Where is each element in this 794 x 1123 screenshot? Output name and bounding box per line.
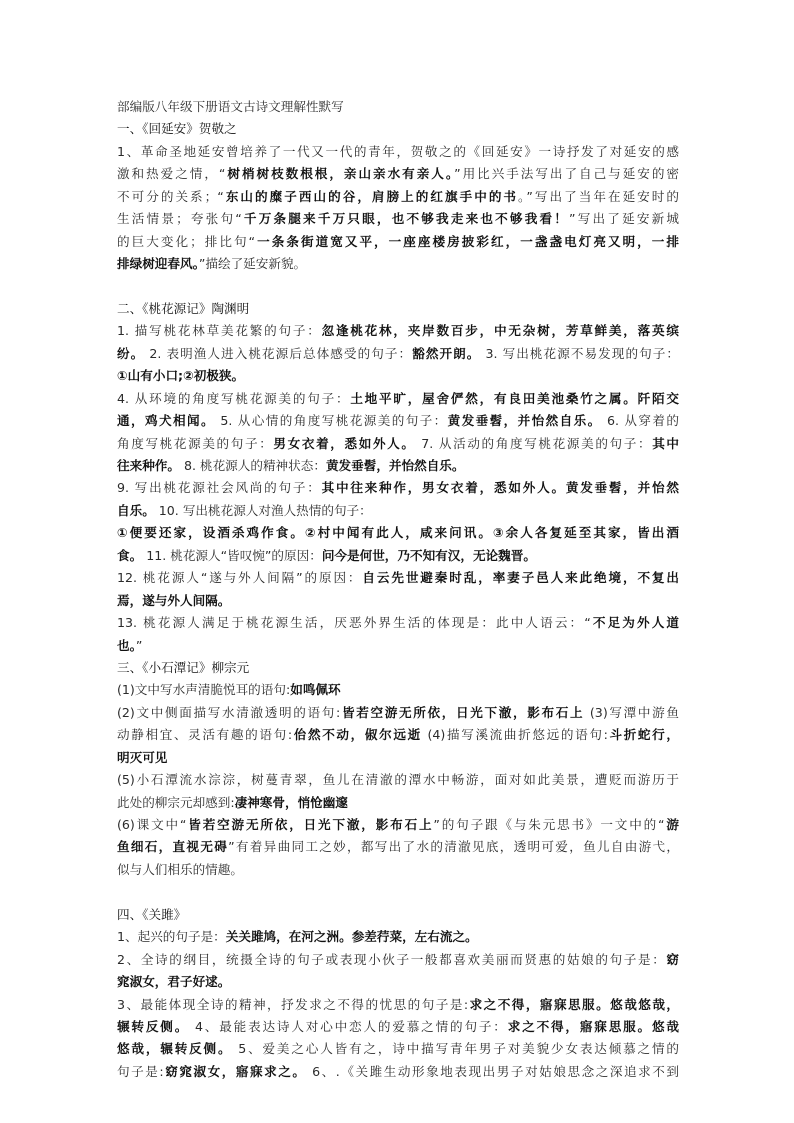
answer-text: 问今是何世，乃不知有汉，无论魏晋。 (321, 547, 536, 563)
answer-text: 窈窕淑女，寤寐求之。 (163, 1063, 307, 1079)
answer-text: 食。 (117, 547, 143, 563)
answer-text: 明灭可见 (117, 749, 168, 765)
text-line (117, 365, 679, 387)
text-line (117, 388, 679, 410)
text-line (117, 949, 679, 971)
prompt-text: ”用比兴手法写出了自己与延安的密 (454, 166, 679, 182)
prompt-text: 1、起兴的句子是： (117, 929, 226, 945)
text-line (117, 433, 679, 455)
prompt-text: (3)写潭中游鱼 (584, 704, 679, 720)
section-heading (117, 298, 679, 320)
text-line (117, 567, 679, 589)
text-line (117, 477, 679, 499)
text-line (117, 971, 679, 993)
prompt-text: (4)描写溪流曲折悠远的语句: (421, 727, 608, 743)
text-line (117, 994, 679, 1016)
text-line (117, 522, 679, 544)
text-line (117, 455, 679, 477)
prompt-text: 动静相宜、灵活有趣的语句: (117, 727, 293, 743)
answer-text: 男女衣着，悉如外人。 (273, 435, 416, 451)
prompt-text: 激和热爱之情，“ (117, 166, 226, 182)
prompt-text: ”有着异曲同工之妙，都写出了水的清澈见底，透明可爱，鱼儿自由游弋， (228, 839, 679, 855)
prompt-text: 3. 写出桃花源不易发现的句子： (480, 345, 679, 361)
text-line (117, 926, 679, 948)
answer-text: 凄神寒骨，悄怆幽邃 (234, 794, 348, 810)
answer-text: 自乐。 (117, 502, 155, 518)
text-line (117, 186, 679, 208)
answer-text: 树梢树枝数根根，亲山亲水有亲人。 (225, 166, 455, 182)
text-line (117, 1038, 679, 1060)
answer-text: 豁然开朗。 (412, 345, 481, 361)
prompt-text: ”写出了延安新城 (569, 211, 679, 227)
prompt-text: 句子是: (117, 1063, 164, 1079)
answer-text: 鱼细石，直视无碍 (117, 839, 229, 855)
prompt-text: 的巨大变化；排比句“ (117, 233, 256, 249)
text-line (117, 320, 679, 342)
answer-text: 辗转反侧。 (117, 1018, 190, 1034)
prompt-text: 角度写桃花源美的句子： (117, 435, 274, 451)
answer-text: 皆若空游无所依，日光下澈，影布石上 (186, 817, 434, 832)
prompt-text: 4、最能表达诗人对心中恋人的爱慕之情的句子： (189, 1018, 508, 1034)
prompt-text: (1)文中写水声清脆悦耳的语句: (117, 682, 291, 698)
text-line (117, 343, 679, 365)
text-line (117, 724, 679, 746)
prompt-text: 7. 从活动的角度写桃花源美的句子： (415, 435, 653, 451)
answer-text: 悠哉，辗转反侧。 (117, 1041, 233, 1057)
prompt-text: 此处的柳宗元却感到: (117, 794, 235, 810)
answer-text: 游 (664, 817, 679, 832)
text-line (117, 1061, 679, 1083)
prompt-text: 6. 从穿着的 (601, 413, 679, 429)
answer-text: 佁然不动，俶尔远逝 (292, 727, 422, 743)
prompt-text: 10. 写出桃花源人对渔人热情的句子： (154, 502, 372, 518)
answer-text: 焉，遂与外人间隔。 (117, 592, 231, 608)
prompt-text: 5. 从心情的角度写桃花源美的句子： (214, 413, 448, 429)
text-line (117, 747, 679, 769)
prompt-text: 二、《桃花源记》陶渊明 (117, 300, 250, 316)
text-line (117, 769, 679, 791)
text-line (117, 208, 679, 230)
prompt-text: 四、《关雎》 (117, 906, 187, 922)
section-heading (117, 904, 679, 926)
answer-text: 其中往来种作，男女衣着，悉如外人。黄发垂髫，并怡然 (321, 480, 679, 496)
answer-text: ①便要还家，设酒杀鸡作食。②村中闻有此人，咸来问讯。③余人各复延至其家，皆出酒 (117, 525, 679, 541)
answer-text: 如鸣佩环 (290, 682, 341, 698)
prompt-text: 似与人们相乐的情趣。 (117, 861, 243, 877)
prompt-text: 5、爱美之心人皆有之，诗中描写青年男子对美貌少女表达倾慕之情的 (232, 1041, 679, 1057)
text-line (117, 231, 679, 253)
prompt-text: ”描绘了延安新貌。 (198, 256, 307, 272)
answer-text: 东山的糜子西山的谷，肩膀上的红旗手中的书 (223, 188, 519, 204)
text-line (117, 836, 679, 858)
answer-text: 黄发垂髫，并怡然自乐。 (325, 458, 465, 473)
text-line (117, 141, 679, 163)
prompt-text: 11. 桃花源人“皆叹惋”的原因： (142, 547, 322, 563)
document-body (117, 118, 679, 1083)
prompt-text: 1、革命圣地延安曾培养了一代又一代的青年，贺敬之的《回延安》一诗抒发了对延安的感 (117, 143, 679, 159)
text-line (117, 590, 679, 612)
text-line (117, 859, 679, 881)
answer-text: 排绿树迎春风。 (117, 256, 199, 272)
prompt-text: 8. 桃花源人的精神状态： (179, 458, 326, 473)
answer-text: 不足为外人道 (590, 615, 679, 631)
section-heading (117, 118, 679, 140)
prompt-text: 。”写出了当年在延安时的 (518, 188, 679, 204)
prompt-text: (2)文中侧面描写水清澈透明的语句: (117, 704, 341, 720)
answer-text: 一条条街道宽又平，一座座楼房披彩红，一盏盏电灯亮又明，一排 (255, 233, 679, 249)
prompt-text: 6、.《关雎生动形象地表现出男子对姑娘思念之深追求不到 (306, 1063, 679, 1079)
text-line (117, 792, 679, 814)
answer-text: 忽逢桃花林，夹岸数百步，中无杂树，芳草鲜美，落英缤 (321, 323, 679, 339)
answer-text: 其中 (652, 435, 679, 451)
answer-text: 通，鸡犬相闻。 (117, 413, 215, 429)
prompt-text: (5)小石潭流水淙淙，树蔓青翠，鱼儿在清澈的潭水中畅游，面对如此美景，遭贬而游历于 (117, 772, 679, 788)
answer-text: 求之不得，寤寐思服。悠哉悠哉， (468, 996, 679, 1012)
answer-text: 自云先世避秦时乱，率妻子邑人来此绝境，不复出 (362, 570, 679, 586)
answer-text: 窕淑女，君子好逑。 (117, 974, 231, 990)
answer-text: 关关雎鸠，在河之洲。参差荇菜，左右流之。 (225, 929, 478, 945)
text-line (117, 253, 679, 275)
text-line (117, 814, 679, 836)
text-line (117, 545, 679, 567)
answer-text: 土地平旷，屋舍俨然，有良田美池桑竹之属。阡陌交 (350, 390, 679, 406)
prompt-text: 不可分的关系；“ (117, 188, 224, 204)
prompt-text: 13. 桃花源人满足于桃花源生活，厌恶外界生活的体现是：此中人语云：“ (117, 615, 591, 631)
document-title: 部编版八年级下册语文古诗文理解性默写 (117, 99, 344, 114)
prompt-text: 2、全诗的纲目，统摄全诗的句子或表现小伙子一般都喜欢美丽而贤惠的姑娘的句子是： (117, 951, 667, 967)
prompt-text: 三、《小石潭记》柳宗元 (117, 659, 250, 675)
answer-text: 皆若空游无所依，日光下澈，影布石上 (340, 704, 585, 720)
prompt-text: 3、最能体现全诗的精神，抒发求之不得的忧思的句子是: (117, 996, 469, 1012)
answer-text: 求之不得，寤寐思服。悠哉 (507, 1018, 679, 1034)
answer-text: 千万条腿来千万只眼，也不够我走来也不够我看！ (241, 211, 570, 227)
answer-text: ①山有小口;②初极狭。 (117, 368, 245, 384)
answer-text: 也。 (117, 637, 136, 653)
prompt-text: ” (135, 637, 143, 653)
prompt-text: 1. 描写桃花林草美花繁的句子： (117, 323, 322, 339)
prompt-text: (6)课文中“ (117, 817, 187, 832)
blank-line (117, 881, 679, 903)
prompt-text: 2. 表明渔人进入桃花源后总体感受的句子： (144, 345, 413, 361)
answer-text: 斗折蛇行， (607, 727, 679, 743)
prompt-text: 一、《回延安》贺敬之 (117, 121, 237, 137)
prompt-text: 12. 桃花源人“遂与外人间隔”的原因： (117, 570, 363, 586)
section-heading (117, 657, 679, 679)
prompt-text: ”的句子跟《与朱元思书》一文中的“ (433, 817, 665, 832)
text-line (117, 612, 679, 634)
text-line (117, 410, 679, 432)
prompt-text: 生活情景；夸张句“ (117, 211, 242, 227)
answer-text: 黄发垂髫，并怡然自乐。 (447, 413, 602, 429)
blank-line (117, 276, 679, 298)
prompt-text: 4. 从环境的角度写桃花源美的句子： (117, 390, 351, 406)
document-page (117, 96, 679, 1083)
text-line (117, 635, 679, 657)
answer-text: 窈 (666, 951, 679, 967)
prompt-text: 9. 写出桃花源社会风尚的句子： (117, 480, 322, 496)
text-line (117, 679, 679, 701)
answer-text: 往来种作。 (117, 458, 180, 473)
text-line (117, 1016, 679, 1038)
answer-text: 纷。 (117, 345, 145, 361)
text-line (117, 163, 679, 185)
text-line (117, 702, 679, 724)
text-line (117, 500, 679, 522)
